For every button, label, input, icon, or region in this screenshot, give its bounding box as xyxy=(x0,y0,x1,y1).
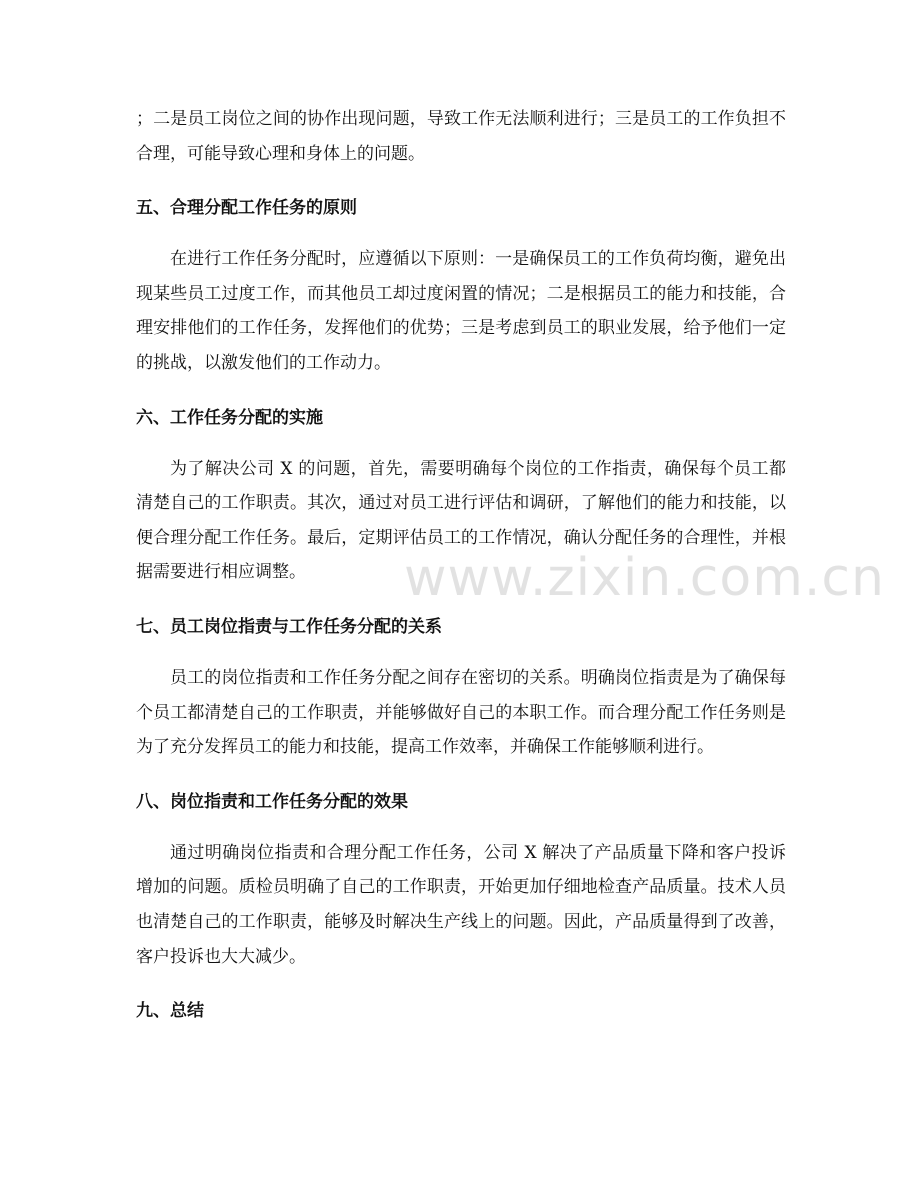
paragraph-effects: 通过明确岗位指责和合理分配工作任务，公司 X 解决了产品质量下降和客户投诉增加的问题。质检员明确了自己的工作职责，开始更加仔细地检查产品质量。技术人员也清楚自己的工作职责，能够及时解决生产线上的问题。因此，产品质量得到了改善，客户投诉也大大减少。 xyxy=(136,842,786,967)
section-heading-9: 九、总结 xyxy=(136,1001,204,1022)
section-heading-5: 五、合理分配工作任务的原则 xyxy=(136,198,357,219)
paragraph-principles: 在进行工作任务分配时，应遵循以下原则：一是确保员工的工作负荷均衡，避免出现某些员工过度工作，而其他员工却过度闲置的情况；二是根据员工的能力和技能，合理安排他们的工作任务，发挥他们的优势；三是考虑到员工的职业发展，给予他们一定的挑战，以激发他们的工作动力。 xyxy=(136,249,786,373)
paragraph-continuation: ；二是员工岗位之间的协作出现问题，导致工作无法顺利进行；三是员工的工作负担不合理，可能导致心理和身体上的问题。 xyxy=(136,109,786,164)
watermark-text: www.zixin.com.cn xyxy=(404,548,885,608)
paragraph-relationship: 员工的岗位指责和工作任务分配之间存在密切的关系。明确岗位指责是为了确保每个员工都清楚自己的工作职责，并能够做好自己的本职工作。而合理分配工作任务则是为了充分发挥员工的能力和技能，提高工作效率，并确保工作能够顺利进行。 xyxy=(136,667,786,758)
section-heading-7: 七、员工岗位指责与工作任务分配的关系 xyxy=(136,616,442,637)
document-body xyxy=(136,102,786,1028)
section-heading-6: 六、工作任务分配的实施 xyxy=(136,407,323,428)
paragraph-implementation: 为了解决公司 X 的问题，首先，需要明确每个岗位的工作指责，确保每个员工都清楚自己的工作职责。其次，通过对员工进行评估和调研，了解他们的能力和技能，以便合理分配工作任务。最后，定期评估员工的工作情况，确认分配任务的合理性，并根据需要进行相应调整。 xyxy=(136,458,786,583)
section-heading-8: 八、岗位指责和工作任务分配的效果 xyxy=(136,791,408,812)
